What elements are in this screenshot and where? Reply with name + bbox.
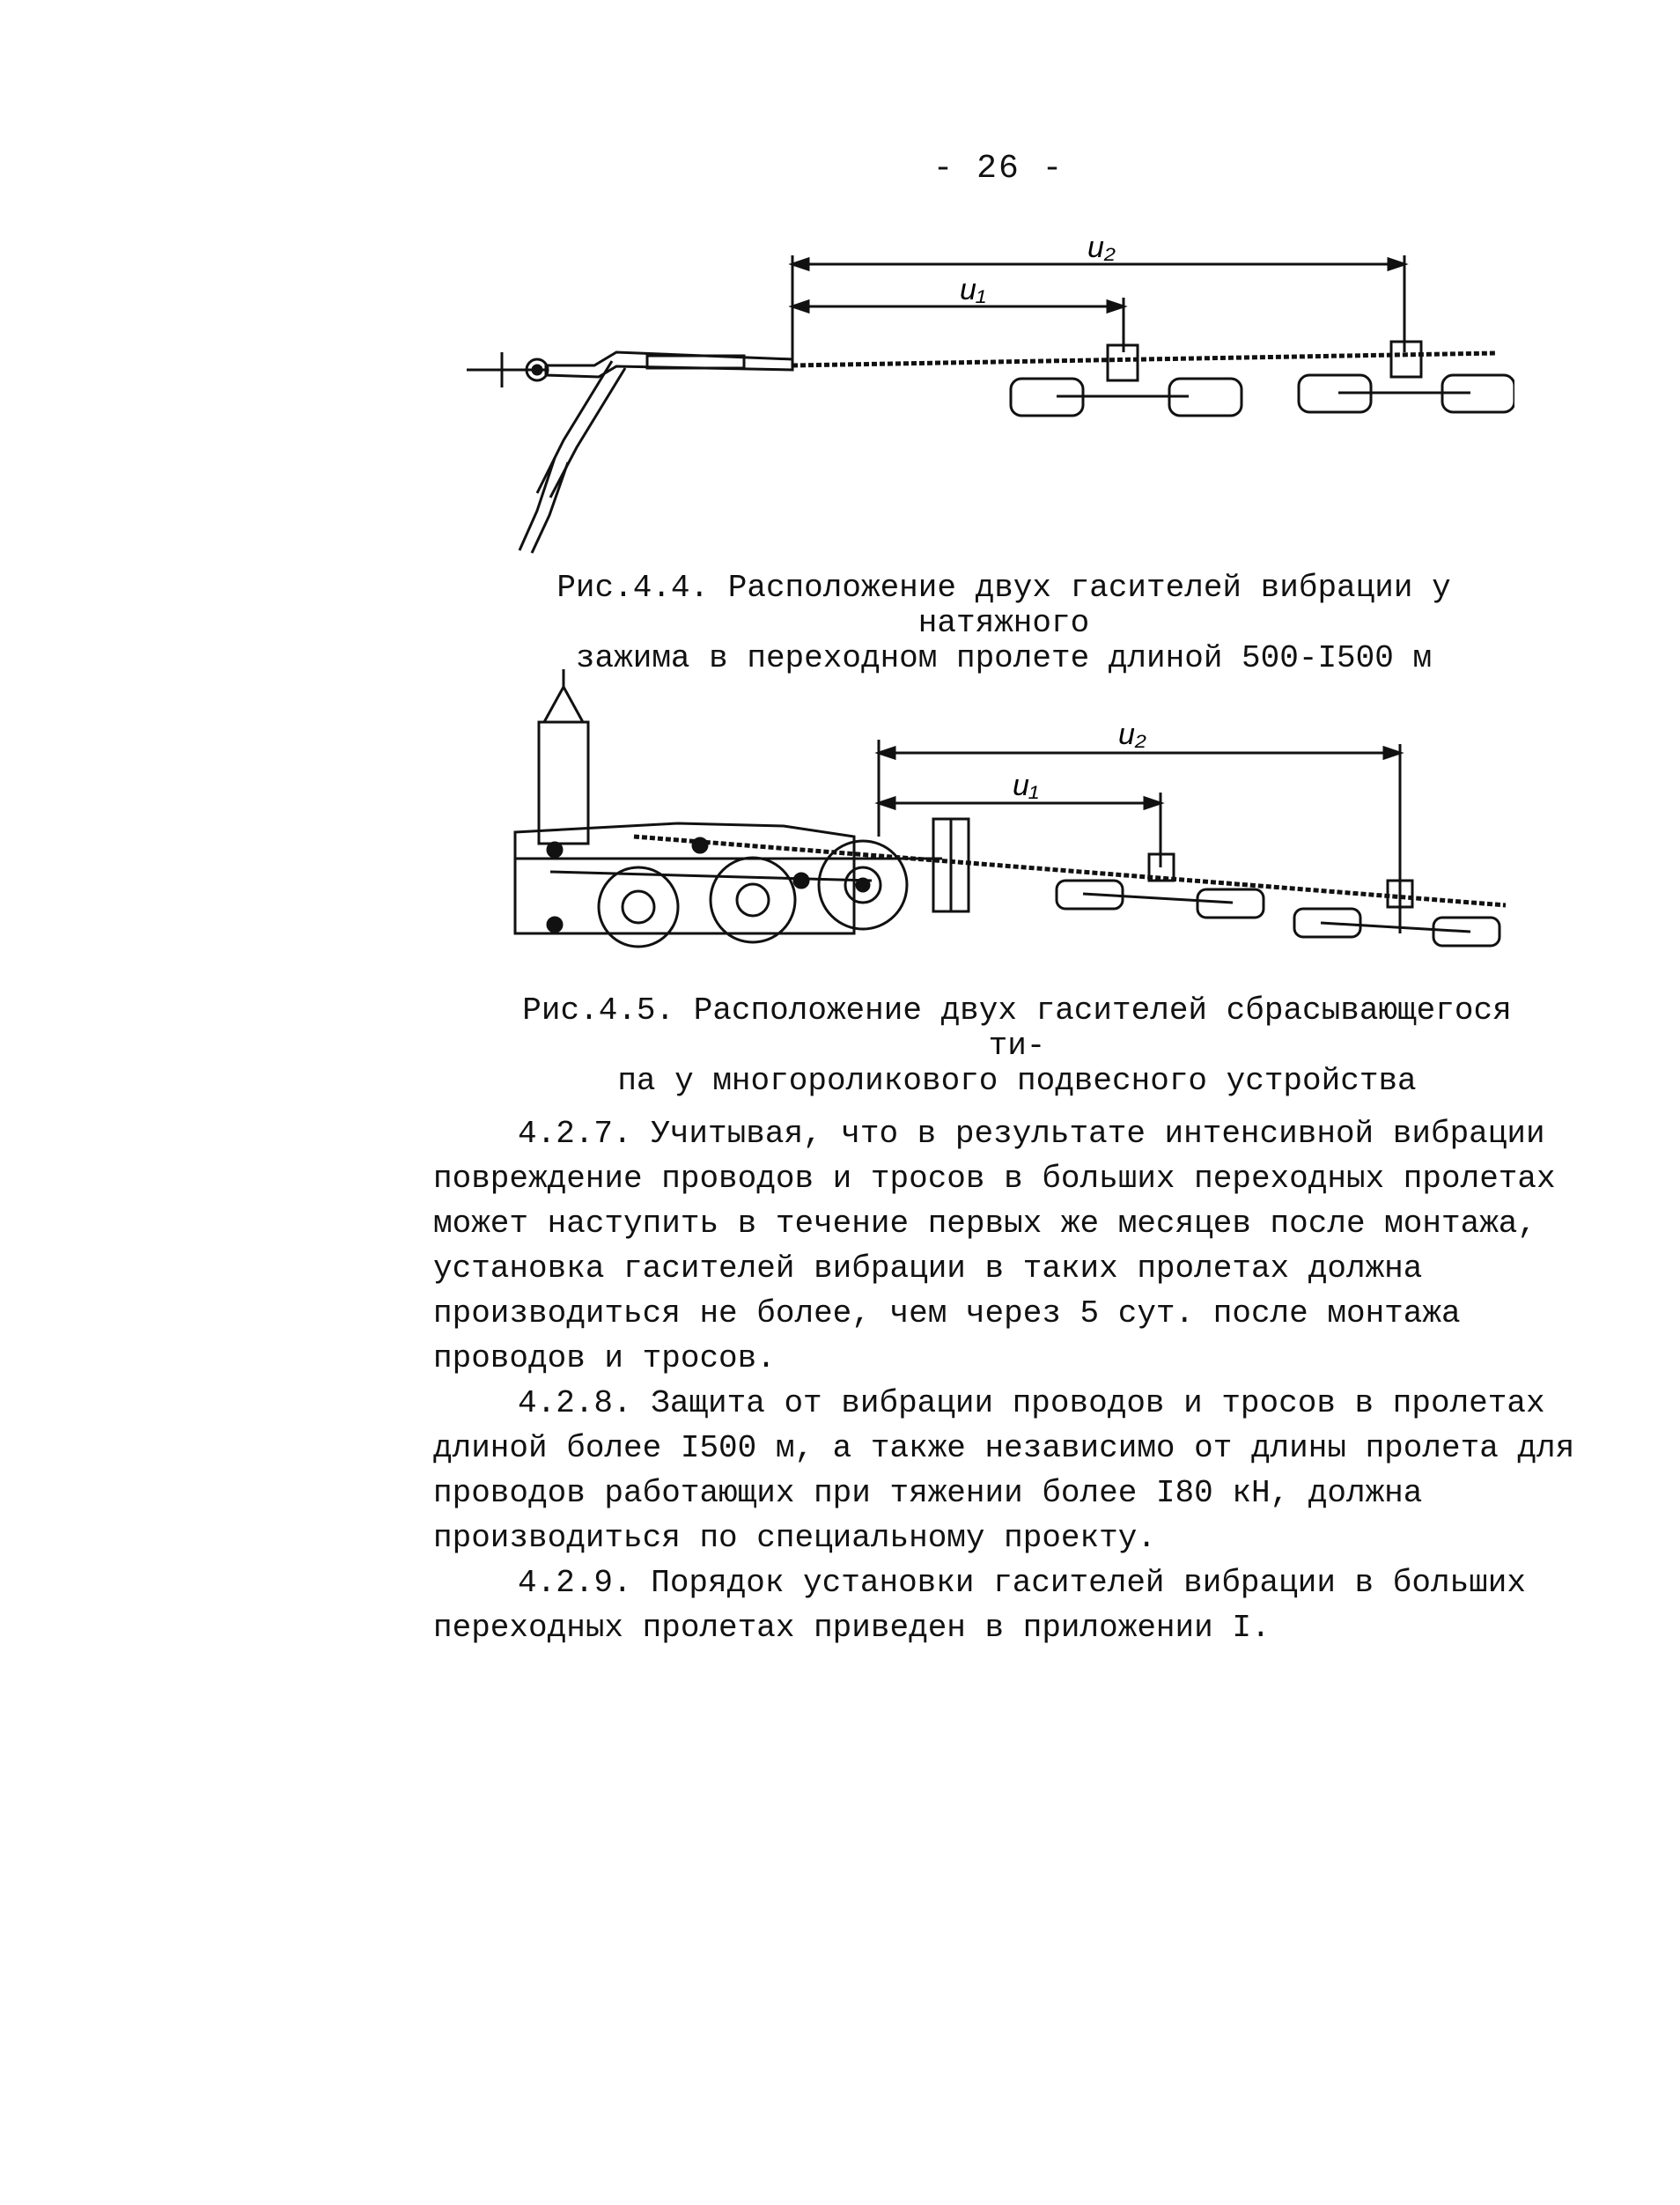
paragraph-4-2-9: 4.2.9. Порядок установки гасителей вибрации в больших переходных пролетах приведен в приложении I. xyxy=(433,1565,1526,1646)
label-u2: u₂ xyxy=(1087,231,1116,264)
caption-line: па у многороликового подвесного устройства xyxy=(617,1063,1417,1099)
figure-4-5-caption xyxy=(502,993,1532,1099)
body-text xyxy=(433,1111,1631,1650)
label-u2: u₂ xyxy=(1118,718,1146,751)
label-u1: u₁ xyxy=(1013,769,1039,802)
caption-line: Рис.4.5. Расположение двух гасителей сбрасывающегося ти- xyxy=(522,992,1512,1064)
paragraph-4-2-8: 4.2.8. Защита от вибрации проводов и тросов в пролетах длиной более I500 м, а также независимо от длины пролета для проводов работающих при тяжении более I80 кН, должна производиться по специальному проекту. xyxy=(433,1385,1575,1556)
figure-4-4-caption xyxy=(475,571,1532,676)
figure-4-5-drawing xyxy=(502,669,1532,977)
page-number: - 26 - xyxy=(932,150,1065,188)
label-u1: u₁ xyxy=(960,273,986,306)
paragraph-4-2-7: 4.2.7. Учитывая, что в результате интенсивной вибрации повреждение проводов и тросов в больших переходных пролетах может наступить в течение первых же месяцев после монтажа, установка гасителей вибрации в таких пролетах должна производиться не более, чем через 5 сут. после монтажа проводов и тросов. xyxy=(433,1116,1556,1376)
figure-4-4-drawing xyxy=(458,229,1514,564)
caption-line: зажима в переходном пролете длиной 500-I500 м xyxy=(575,640,1433,676)
caption-line: Рис.4.4. Расположение двух гасителей вибрации у натяжного xyxy=(556,570,1451,641)
